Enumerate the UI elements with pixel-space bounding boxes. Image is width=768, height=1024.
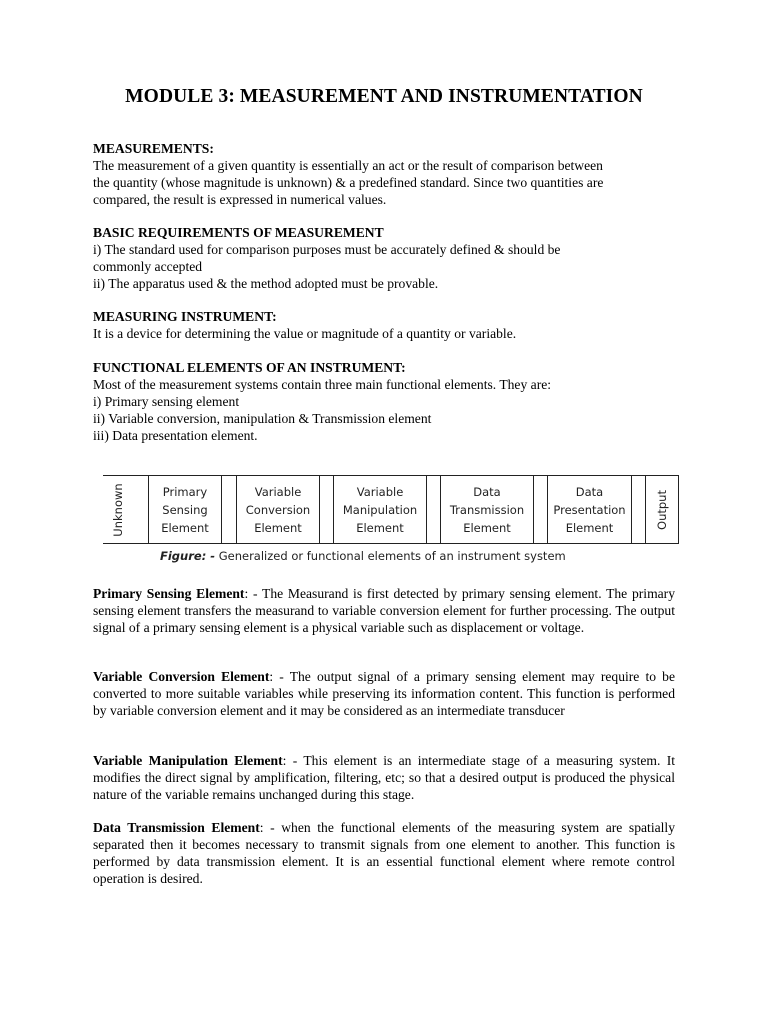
paragraph-text: : - The Measurand is first detected by primary sensing element. The primary sensing element transfers the measurand to variable conversion element for further processing. The output signal of a primary sensing element is a physical variable such as displacement or voltage. <box>93 586 675 635</box>
box-label-line: Transmission <box>449 502 525 517</box>
box-label-line: Primary <box>162 484 208 499</box>
text-line: i) Primary sensing element <box>93 394 240 409</box>
text-line: compared, the result is expressed in numerical values. <box>93 192 387 207</box>
functional-elements-figure <box>103 470 679 570</box>
box-data-presentation <box>547 475 632 544</box>
text-line: ii) Variable conversion, manipulation & Transmission element <box>93 411 432 426</box>
output-label: Output <box>655 489 670 530</box>
term-label: Variable Manipulation Element <box>93 753 283 768</box>
text-line: The measurement of a given quantity is essentially an act or the result of comparison between <box>93 158 603 173</box>
text-line: Most of the measurement systems contain three main functional elements. They are: <box>93 377 552 392</box>
box-label-line: Data <box>473 484 501 499</box>
box-data-transmission <box>440 475 534 544</box>
box-label-line: Conversion <box>245 502 311 517</box>
paragraph-data-transmission <box>93 819 675 887</box>
box-label-line: Data <box>575 484 604 499</box>
box-label-line: Element <box>463 520 511 535</box>
section-functional-elements <box>93 359 675 444</box>
text-line: iii) Data presentation element. <box>93 428 258 443</box>
box-label-line: Element <box>161 520 209 535</box>
section-heading: FUNCTIONAL ELEMENTS OF AN INSTRUMENT: <box>93 360 406 375</box>
text-line: commonly accepted <box>93 259 203 274</box>
term-label: Variable Conversion Element <box>93 669 270 684</box>
box-output <box>645 475 679 544</box>
caption-prefix: Figure: - <box>160 549 216 563</box>
paragraph-text: : - The output signal of a primary sensing element may require to be converted to more suitable variables while preserving its information content. This function is performed by variable conversion element and it may be considered as an intermediate transducer <box>93 669 675 718</box>
section-basic-requirements <box>93 224 675 292</box>
box-primary-sensing <box>148 475 222 544</box>
section-measuring-instrument <box>93 308 675 342</box>
term-label: Data Transmission Element <box>93 820 260 835</box>
section-heading: MEASUREMENTS: <box>93 141 214 156</box>
text-line: the quantity (whose magnitude is unknown) & a predefined standard. Since two quantities are <box>93 175 604 190</box>
box-label-line: Element <box>254 520 302 535</box>
text-line: ii) The apparatus used & the method adopted must be provable. <box>93 276 439 291</box>
caption-text: Generalized or functional elements of an instrument system <box>215 549 566 563</box>
box-label-line: Sensing <box>162 502 208 517</box>
section-measurements <box>93 140 675 208</box>
paragraph-text: : - This element is an intermediate stage of a measuring system. It modifies the direct signal by amplification, filtering, etc; so that a desired output is produced the physical nature of the variable remains unchanged during this stage. <box>93 753 675 802</box>
page-title: MODULE 3: MEASUREMENT AND INSTRUMENTATION <box>125 86 643 107</box>
section-heading: MEASURING INSTRUMENT: <box>93 309 277 324</box>
paragraph-variable-manipulation <box>93 752 675 803</box>
input-label-unknown: Unknown <box>111 483 125 537</box>
box-label-line: Manipulation <box>342 502 418 517</box>
paragraph-variable-conversion <box>93 668 675 719</box>
box-variable-manipulation <box>333 475 427 544</box>
box-label-line: Variable <box>254 484 302 499</box>
box-label-line: Element <box>565 520 614 535</box>
section-heading: BASIC REQUIREMENTS OF MEASUREMENT <box>93 225 384 240</box>
paragraph-primary-sensing <box>93 585 675 636</box>
text-line: i) The standard used for comparison purposes must be accurately defined & should be <box>93 242 561 257</box>
text-line: It is a device for determining the value or magnitude of a quantity or variable. <box>93 326 517 341</box>
paragraph-text: : - when the functional elements of the measuring system are spatially separated then it becomes necessary to transmit signals from one element to another. This function is performed by data transmission element. It is an essential functional element where remote control operation is desired. <box>93 820 675 886</box>
box-variable-conversion <box>236 475 320 544</box>
box-label-line: Variable <box>356 484 404 499</box>
term-label: Primary Sensing Element <box>93 586 245 601</box>
figure-caption <box>160 549 566 563</box>
box-label-line: Presentation <box>553 502 626 517</box>
box-label-line: Element <box>356 520 404 535</box>
